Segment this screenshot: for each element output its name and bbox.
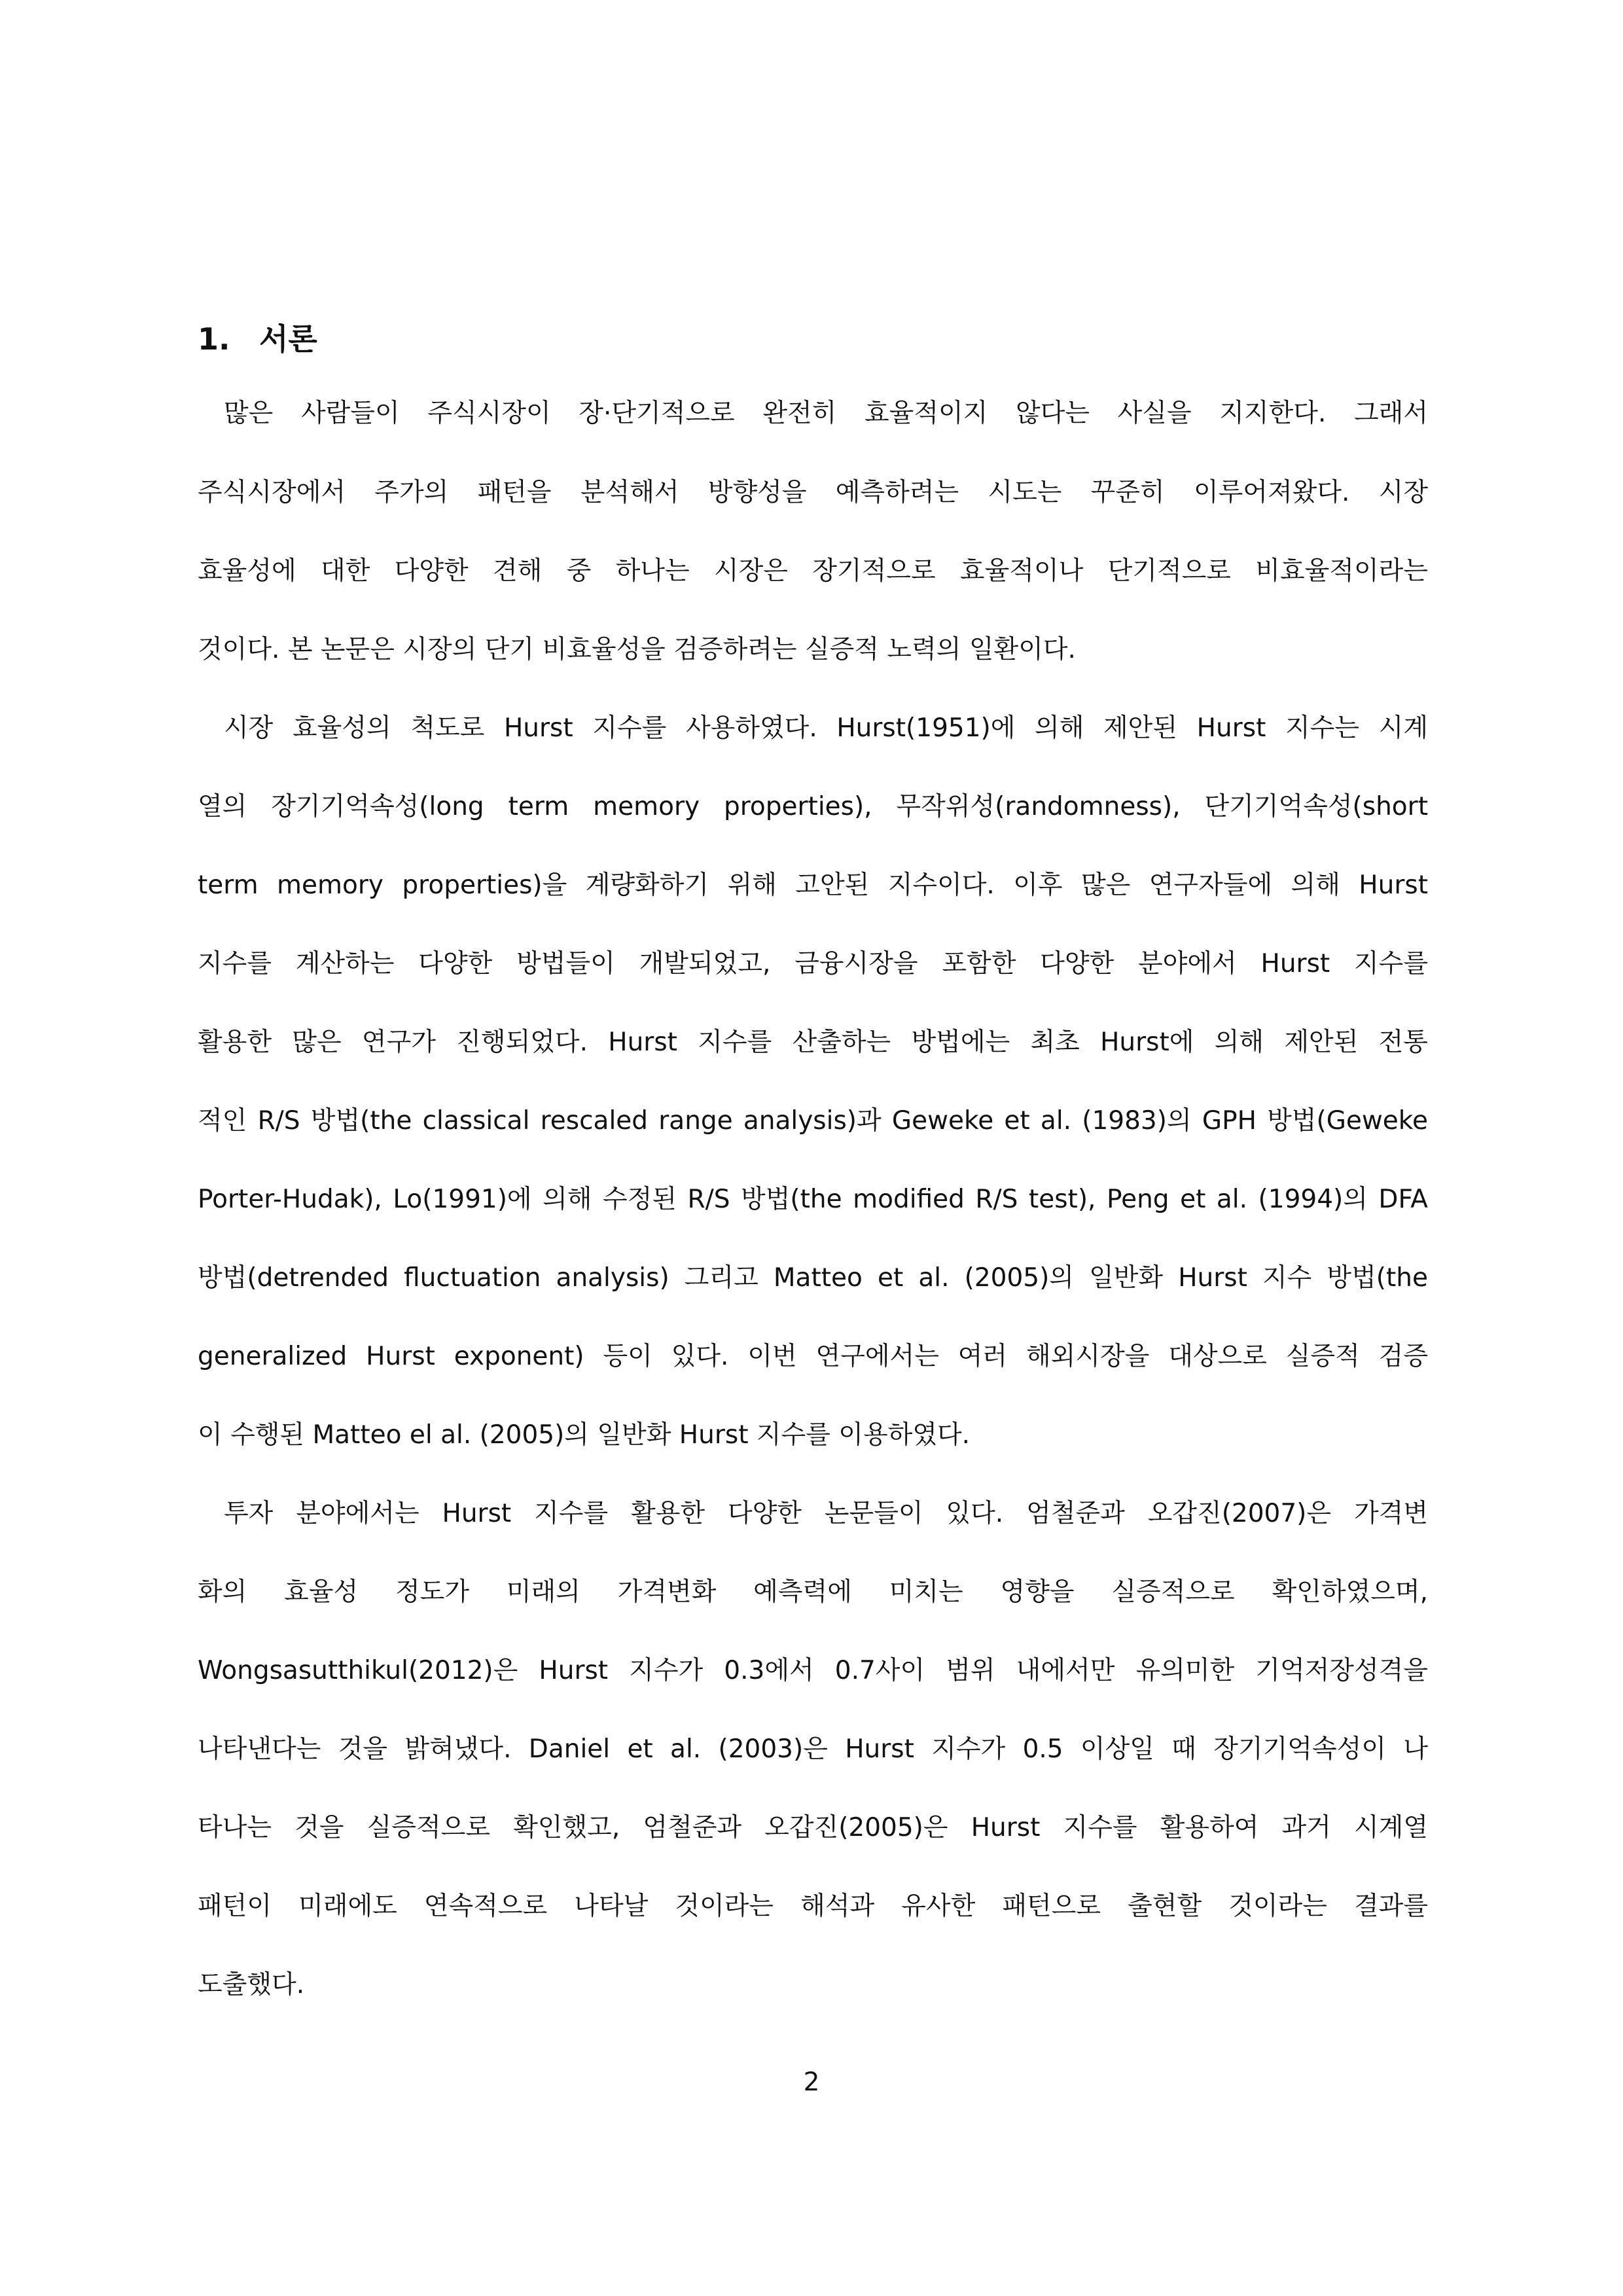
- paragraph-line: 화의 효율성 정도가 미래의 가격변화 예측력에 미치는 영향을 실증적으로 확인하였으며,: [198, 1577, 1428, 1607]
- paragraph-line: 패턴이 미래에도 연속적으로 나타날 것이라는 해석과 유사한 패턴으로 출현할 것이라는 결과를: [198, 1892, 1428, 1921]
- paragraph-line: term memory properties)을 계량화하기 위해 고안된 지수이다. 이후 많은 연구자들에 의해 Hurst: [198, 870, 1428, 900]
- paragraph-line: 효율성에 대한 다양한 견해 중 하나는 시장은 장기적으로 효율적이나 단기적으로 비효율적이라는: [198, 556, 1428, 586]
- paragraph-line: 열의 장기기억속성(long term memory properties), 무작위성(randomness), 단기기억속성(short: [198, 792, 1428, 821]
- section-title: 서론: [259, 321, 317, 357]
- paragraph-line: 주식시장에서 주가의 패턴을 분석해서 방향성을 예측하려는 시도는 꾸준히 이루어져왔다. 시장: [198, 478, 1428, 507]
- paragraph-line: 타나는 것을 실증적으로 확인했고, 엄철준과 오갑진(2005)은 Hurst 지수를 활용하여 과거 시계열: [198, 1813, 1428, 1842]
- paragraph-line: 투자 분야에서는 Hurst 지수를 활용한 다양한 논문들이 있다. 엄철준과 오갑진(2007)은 가격변: [224, 1499, 1428, 1528]
- page-number: 2: [803, 2068, 820, 2097]
- paragraph-line: 것이다. 본 논문은 시장의 단기 비효율성을 검증하려는 실증적 노력의 일환이다.: [198, 635, 1076, 664]
- paragraph-line: 도출했다.: [198, 1970, 305, 2000]
- paragraph-line: 시장 효율성의 척도로 Hurst 지수를 사용하였다. Hurst(1951)에 의해 제안된 Hurst 지수는 시계: [224, 713, 1428, 743]
- section-heading: [198, 313, 317, 365]
- paragraph-line: 방법(detrended fluctuation analysis) 그리고 Matteo et al. (2005)의 일반화 Hurst 지수 방법(the: [198, 1263, 1428, 1293]
- paragraph-line: 나타낸다는 것을 밝혀냈다. Daniel et al. (2003)은 Hurst 지수가 0.5 이상일 때 장기기억속성이 나: [198, 1734, 1428, 1764]
- paragraph-line: Wongsasutthikul(2012)은 Hurst 지수가 0.3에서 0.7사이 범위 내에서만 유의미한 기억저장성격을: [198, 1656, 1428, 1685]
- paragraph-line: 지수를 계산하는 다양한 방법들이 개발되었고, 금융시장을 포함한 다양한 분야에서 Hurst 지수를: [198, 949, 1428, 978]
- paragraph-line: 많은 사람들이 주식시장이 장·단기적으로 완전히 효율적이지 않다는 사실을 지지한다. 그래서: [224, 399, 1428, 428]
- section-number: 1.: [198, 321, 230, 357]
- paragraph-line: 이 수행된 Matteo el al. (2005)의 일반화 Hurst 지수를 이용하였다.: [198, 1420, 971, 1450]
- paragraph-line: generalized Hurst exponent) 등이 있다. 이번 연구에서는 여러 해외시장을 대상으로 실증적 검증: [198, 1342, 1428, 1371]
- paragraph-line: 활용한 많은 연구가 진행되었다. Hurst 지수를 산출하는 방법에는 최초 Hurst에 의해 제안된 전통: [198, 1028, 1428, 1057]
- paragraph-line: Porter-Hudak), Lo(1991)에 의해 수정된 R/S 방법(the modified R/S test), Peng et al. (1994)의 DFA: [198, 1185, 1428, 1214]
- paragraph-line: 적인 R/S 방법(the classical rescaled range analysis)과 Geweke et al. (1983)의 GPH 방법(Geweke: [198, 1106, 1428, 1136]
